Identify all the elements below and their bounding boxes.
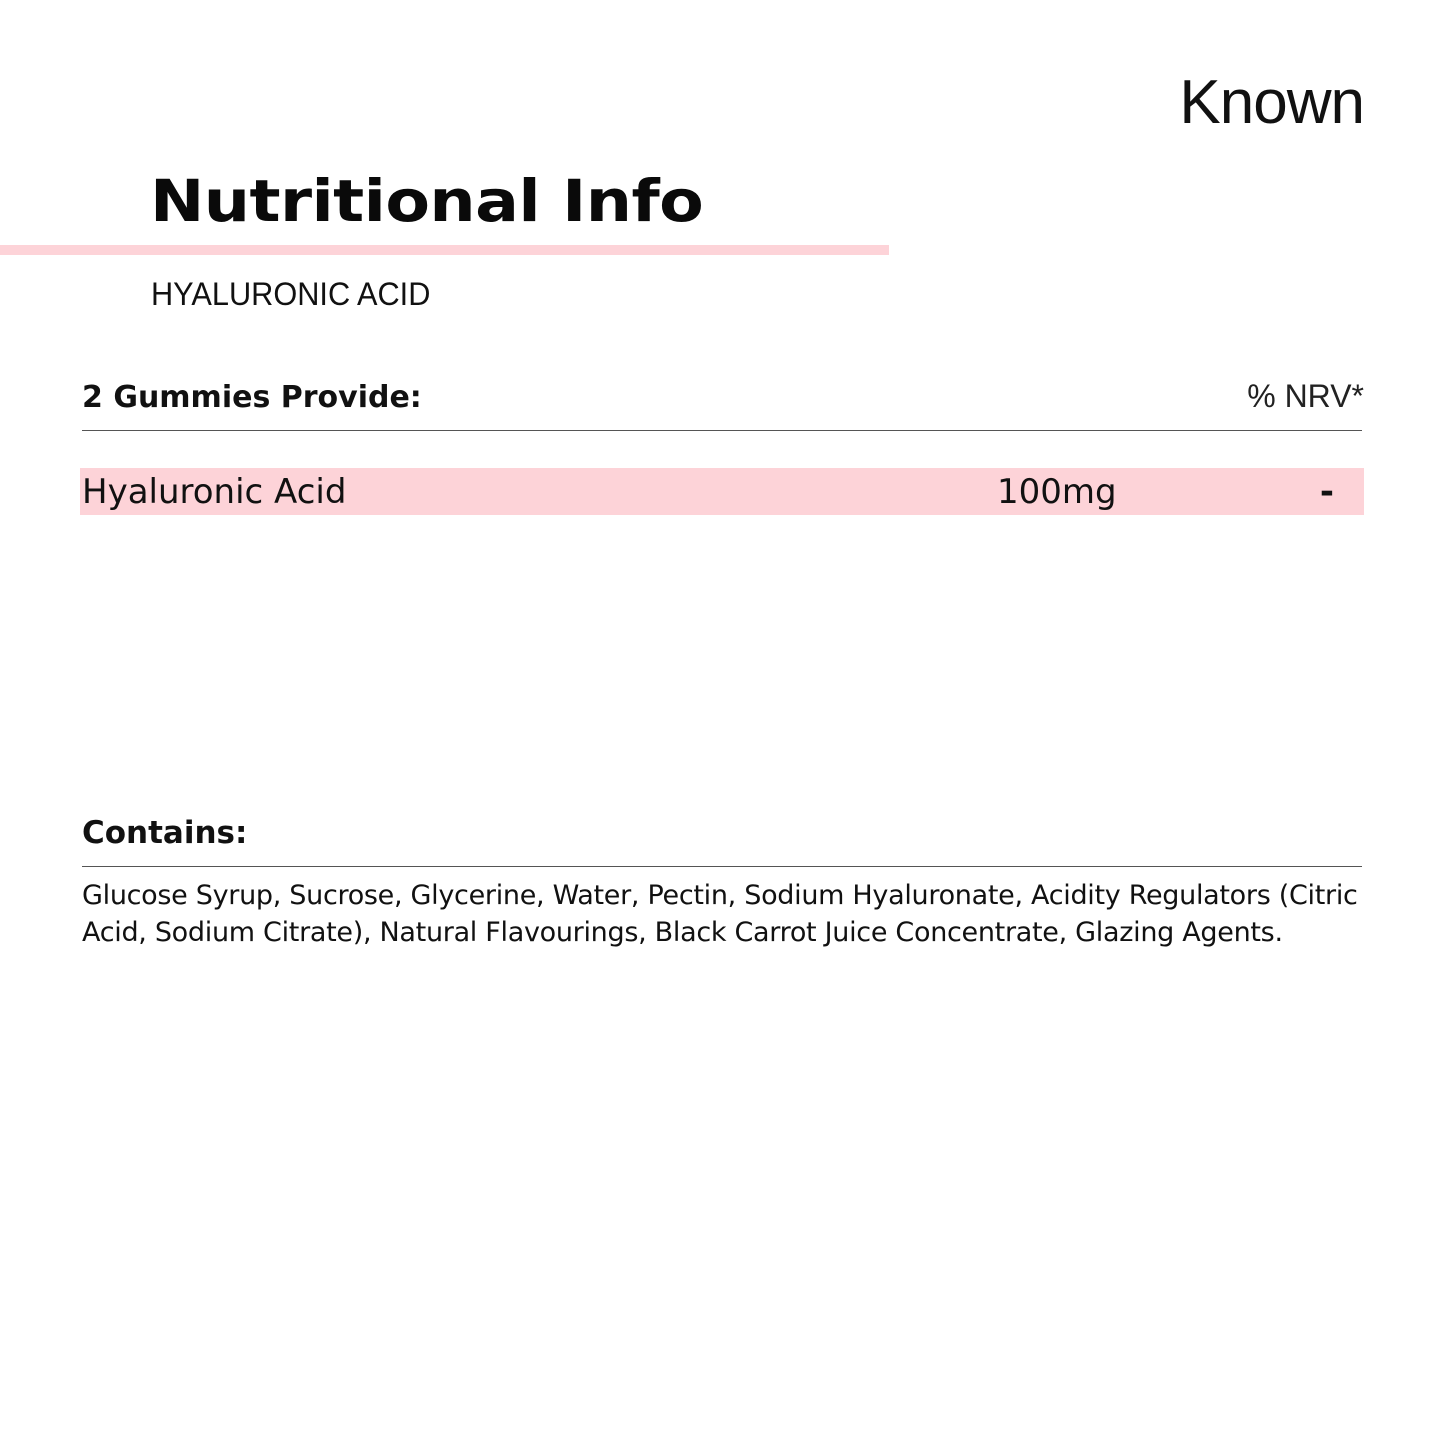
ingredients-list: Glucose Syrup, Sucrose, Glycerine, Water, Pectin, Sodium Hyaluronate, Acidity Regulators (Citric Acid, Sodium Citrate), Natural Flavourings, Black Carrot Juice Concentrate, Glazing Agents. [82,880,1358,948]
nutrient-nrv: - [1319,472,1334,512]
nutrient-amount: 100mg [997,472,1117,512]
nutrient-name: Hyaluronic Acid [82,472,347,512]
title-accent-band [0,245,889,255]
product-subtitle: HYALURONIC ACID [151,276,431,312]
table-row [80,468,1364,515]
page-title: Nutritional Info [150,167,704,235]
contains-divider [82,866,1362,867]
nutrition-table-header [82,378,1364,415]
nrv-column-header: % NRV* [1247,378,1364,414]
table-divider [82,430,1362,431]
contains-heading: Contains: [82,815,248,851]
brand-logo: Known [1179,68,1364,137]
serving-label: 2 Gummies Provide: [82,380,422,415]
